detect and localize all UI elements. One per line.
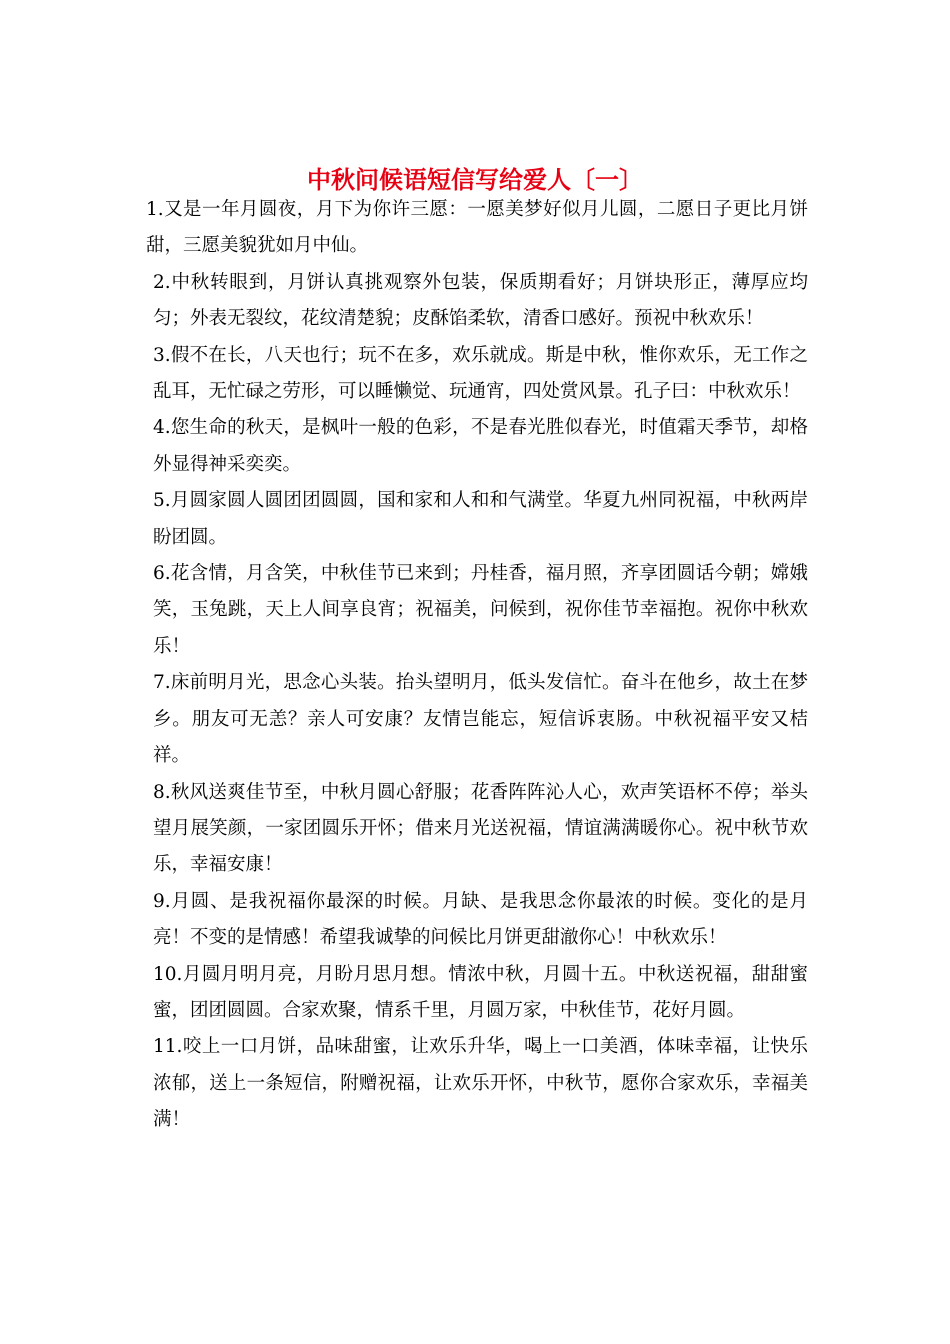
paragraph-7: 7.床前明月光，思念心头装。抬头望明月，低头发信忙。奋斗在他乡，故土在梦乡。朋友可无恙？亲人可安康？友情岂能忘，短信诉衷肠。中秋祝福平安又桔祥。 — [153, 672, 808, 767]
paragraph-4: 4.您生命的秋天，是枫叶一般的色彩，不是春光胜似春光，时值霜天季节，却格外显得神采奕奕。 — [153, 417, 808, 475]
paragraph-8: 8.秋风送爽佳节至，中秋月圆心舒服；花香阵阵沁人心，欢声笑语杯不停；举头望月展笑颜，一家团圆乐开怀；借来月光送祝福，情谊满满暖你心。祝中秋节欢乐，幸福安康！ — [153, 781, 808, 876]
paragraph-3: 3.假不在长，八天也行；玩不在多，欢乐就成。斯是中秋，惟你欢乐，无工作之乱耳，无忙碌之劳形，可以睡懒觉、玩通宵，四处赏风景。孔子曰：中秋欢乐！ — [153, 344, 808, 403]
page-title: 中秋问候语短信写给爱人〔一〕 — [307, 166, 643, 195]
paragraph-11: 11.咬上一口月饼，品味甜蜜，让欢乐升华，喝上一口美酒，体味幸福，让快乐浓郁，送上一条短信，附赠祝福，让欢乐开怀，中秋节，愿你合家欢乐，幸福美满！ — [153, 1036, 808, 1131]
paragraph-9: 9.月圆、是我祝福你最深的时候。月缺、是我思念你最浓的时候。变化的是月亮！不变的是情感！希望我诚挚的问候比月饼更甜澈你心！中秋欢乐！ — [153, 890, 808, 949]
paragraph-5: 5.月圆家圆人圆团团圆圆，国和家和人和和气满堂。华夏九州同祝福，中秋两岸盼团圆。 — [153, 490, 808, 548]
paragraph-10: 10.月圆月明月亮，月盼月思月想。情浓中秋，月圆十五。中秋送祝福，甜甜蜜蜜，团团圆圆。合家欢聚，情系千里，月圆万家，中秋佳节，花好月圆。 — [153, 963, 808, 1021]
paragraph-2: 2.中秋转眼到，月饼认真挑观察外包装，保质期看好；月饼块形正，薄厚应均匀；外表无裂纹，花纹清楚貌；皮酥馅柔软，清香口感好。预祝中秋欢乐！ — [153, 271, 808, 330]
paragraph-6: 6.花含情，月含笑，中秋佳节已来到；丹桂香，福月照，齐享团圆话今朝；嫦娥笑，玉兔跳，天上人间享良宵；祝福美，问候到，祝你佳节幸福抱。祝你中秋欢乐！ — [153, 563, 808, 657]
document-body — [146, 192, 808, 1139]
paragraph-1: 1.又是一年月圆夜，月下为你许三愿：一愿美梦好似月儿圆，二愿日子更比月饼甜，三愿美貌犹如月中仙。 — [146, 199, 808, 257]
